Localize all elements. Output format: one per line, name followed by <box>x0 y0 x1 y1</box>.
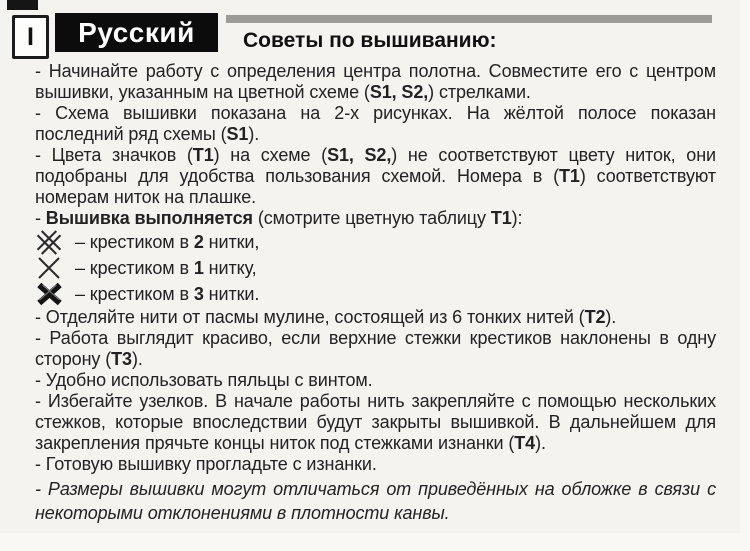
bold-text-segment: 2 <box>193 231 204 252</box>
text-segment: - Отделяйте нити от пасмы мулине, состоящей из 6 тонких нитей ( <box>35 307 585 327</box>
language-label: Русский <box>78 16 195 48</box>
text-segment: (смотрите цветную таблицу <box>252 208 491 228</box>
bold-text-segment: T1 <box>559 166 580 186</box>
tip-paragraph <box>35 370 716 391</box>
tip-paragraph <box>35 103 716 145</box>
symbol-legend-text <box>75 232 259 253</box>
text-segment: – крестиком в <box>75 283 194 304</box>
bold-text-segment: 1 <box>193 257 204 278</box>
text-segment: ) соответствуют номерам ниток на плашке. <box>35 166 716 207</box>
tip-paragraph-note <box>35 477 716 525</box>
text-segment: ): <box>511 208 523 228</box>
symbol-legend-row <box>35 229 716 255</box>
text-segment: - Цвета значков ( <box>35 145 193 165</box>
bold-text-segment: T2 <box>584 307 606 327</box>
text-segment: ). <box>605 307 617 327</box>
double-cross-stitch-icon <box>36 230 62 255</box>
text-segment: - Готовую вышивку прогладьте с изнанки. <box>35 454 377 474</box>
text-segment: ) стрелками. <box>428 82 531 102</box>
section-index-box <box>12 15 49 59</box>
bold-text-segment: S1 <box>226 124 249 144</box>
symbol-legend-text <box>75 284 259 305</box>
bold-text-segment: 3 <box>193 283 204 304</box>
symbol-legend-row <box>35 255 716 281</box>
text-segment: ). <box>131 349 143 369</box>
tip-paragraph <box>35 307 716 328</box>
symbol-legend-text <box>75 258 257 279</box>
tip-paragraph <box>35 391 716 454</box>
bold-text-segment: T4 <box>514 433 536 453</box>
bold-text-segment: T3 <box>111 349 132 369</box>
bold-text-segment: S1, S2, <box>327 145 392 165</box>
text-segment: ). <box>248 124 260 144</box>
text-segment: ) на схеме ( <box>213 145 328 165</box>
text-segment: ) не соответствуют цвету ниток, они подобраны для удобства пользования схемой. Номера в ( <box>35 145 716 186</box>
bold-cross-stitch-icon <box>36 282 62 307</box>
single-cross-stitch-icon <box>36 256 62 281</box>
text-segment: – крестиком в <box>75 231 194 252</box>
tip-paragraph <box>35 454 716 475</box>
bold-text-segment: T1 <box>192 145 214 165</box>
symbol-legend-row <box>35 281 716 307</box>
text-segment: – крестиком в <box>75 257 194 278</box>
bold-text-segment: S1, S2, <box>369 82 429 102</box>
tip-paragraph <box>35 208 716 229</box>
text-segment: нитки. <box>203 283 260 304</box>
section-index-label: I <box>27 22 34 51</box>
tip-paragraph <box>35 145 716 208</box>
tip-paragraph <box>35 61 716 103</box>
divider-bar <box>226 15 712 23</box>
page-title: Советы по вышиванию: <box>243 29 497 52</box>
text-segment: - Схема вышивки показана на 2-х рисунках. На жёлтой полосе показан последний ряд схемы ( <box>35 103 716 144</box>
bold-text-segment: T1 <box>490 208 512 228</box>
corner-crop-mark <box>7 0 38 10</box>
text-segment: - Работа выглядит красиво, если верхние стежки крестиков наклонены в одну сторону ( <box>35 328 716 369</box>
language-label-box <box>55 13 218 52</box>
text-segment: ). <box>535 433 546 453</box>
tips-list <box>35 61 716 525</box>
text-segment: - Начинайте работу с определения центра полотна. Совместите его с центром вышивки, указанным на цветной схеме ( <box>35 61 716 102</box>
text-segment: - Удобно использовать пяльцы с винтом. <box>35 370 373 390</box>
text-segment: нитки, <box>203 231 260 252</box>
tip-paragraph <box>35 328 716 370</box>
bold-text-segment: Вышивка выполняется <box>45 208 253 228</box>
text-segment: нитку, <box>203 257 257 278</box>
text-segment: - Размеры вышивки могут отличаться от приведённых на обложке в связи с некоторыми отклонениями в плотности канвы. <box>35 479 716 523</box>
text-segment: - <box>35 208 46 228</box>
text-segment: - Избегайте узелков. В начале работы нить закрепляйте с помощью нескольких стежков, которые впоследствии будут закрыты вышивкой. В дальнейшем для закрепления прячьте концы ниток под стежками изнанки ( <box>35 391 716 453</box>
